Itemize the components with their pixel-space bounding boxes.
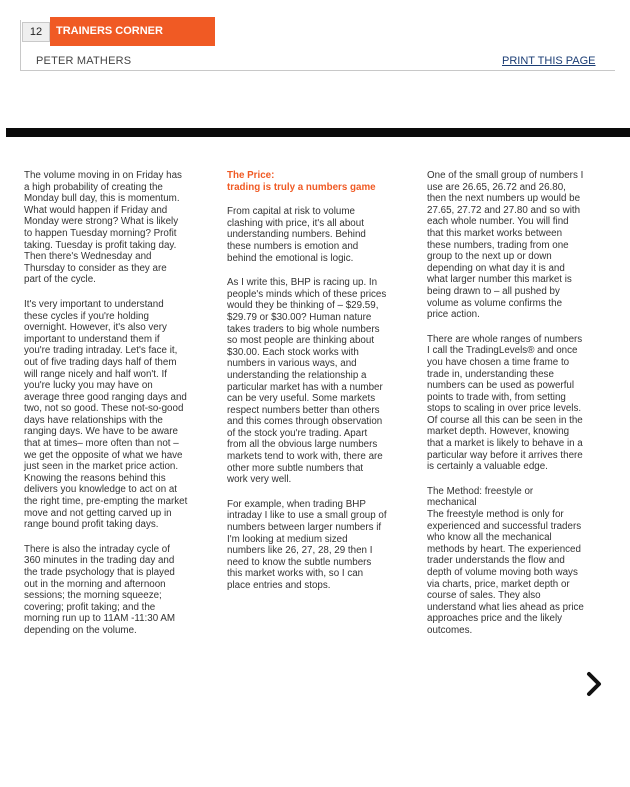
paragraph: For example, when trading BHP intraday I like to use a small group of numbers between larger numbers if I'm looking at medium sized numbers like 26, 27, 28, 29 then I need to know the subtle numbers this market works with, so I can place entries and stops. [227,498,387,591]
article-column-1 [24,170,209,650]
print-page-link[interactable]: PRINT THIS PAGE [502,55,596,67]
section-subheading: The Price: trading is truly a numbers game [227,170,376,193]
chevron-right-icon [584,671,606,697]
article-column-2 [227,170,412,605]
author-name: PETER MATHERS [36,55,132,67]
article-column-3 [427,170,612,650]
paragraph: There are whole ranges of numbers I call the TradingLevels® and once you have chosen a time frame to trade in, understanding these numbers can be used as powerful points to trade with, from setting stops to scaling in over price levels. Of course all this can be seen in the market depth. However, knowing that a market is likely to behave in a particular way before it arrives there is certainly a valuable edge. [427,333,583,473]
next-page-button[interactable] [584,671,606,697]
divider-bar [6,128,630,137]
paragraph: It's very important to understand these cycles if you're holding overnight. However, it's also very important to understand them if you're trading intraday. Let's face it, out of five trading days half of them will range nicely and half won't. If you're lucky you may have on average three good ranging days and two, not so good. These not-so-good days have relationships with the ranging days. We have to be aware that at times– more often than not – we get the opposite of what we have just seen in the market price action. Knowing the reasons behind this delivers you knowledge to act on at the right time, pre-empting the market move and not getting carved up in range bound profit taking days. [24,298,188,531]
paragraph: The Method: freestyle or mechanical The freestyle method is only for experienced and successful traders who know all the mechanical methods by heart. The experienced trader understands the flow and depth of volume moving both ways via charts, price, market depth or course of sales. They also understand what lies ahead as price approaches price and the likely outcomes. [427,485,584,636]
section-title: TRAINERS CORNER [50,17,215,46]
paragraph: The volume moving in on Friday has a high probability of creating the Monday bull day, this is momentum. What would happen if Friday and Monday were strong? What is likely to happen Tuesday morning? Profit taking. Tuesday is profit taking day. Then there's Wednesday and Thursday to consider as they are part of the cycle. [24,170,182,286]
page-number: 12 [22,22,50,42]
paragraph: There is also the intraday cycle of 360 minutes in the trading day and the trade psychology that is played out in the morning and afternoon sessions; the morning squeeze; covering; profit taking; and the morning run up to 11AM -11:30 AM depending on the volume. [24,543,176,636]
paragraph: As I write this, BHP is racing up. In people's minds which of these prices would they be thinking of – $29.59, $29.79 or $30.00? Human nature takes traders to big whole numbers so most people are thinking about $30.00. Each stock works with numbers in various ways, and understanding the relationship a particular market has with a number can be very useful. Some markets respect numbers better than others and this comes through observation of the stock you're trading. Apart from all the obvious large numbers markets tend to work with, there are other more subtle numbers that work very well. [227,277,387,486]
paragraph: One of the small group of numbers I use are 26.65, 26.72 and 26.80, then the next numbers up would be 27.65, 27.72 and 27.80 and so with each whole number. You will find that this market works between these numbers, trading from one group to the next up or down depending on what day it is and what larger number this market is being drawn to – all pushed by volume as volume confirms the price action. [427,170,584,321]
paragraph: From capital at risk to volume clashing with price, it's all about understanding numbers. Behind these numbers is emotion and behind the emotional is logic. [227,206,366,264]
